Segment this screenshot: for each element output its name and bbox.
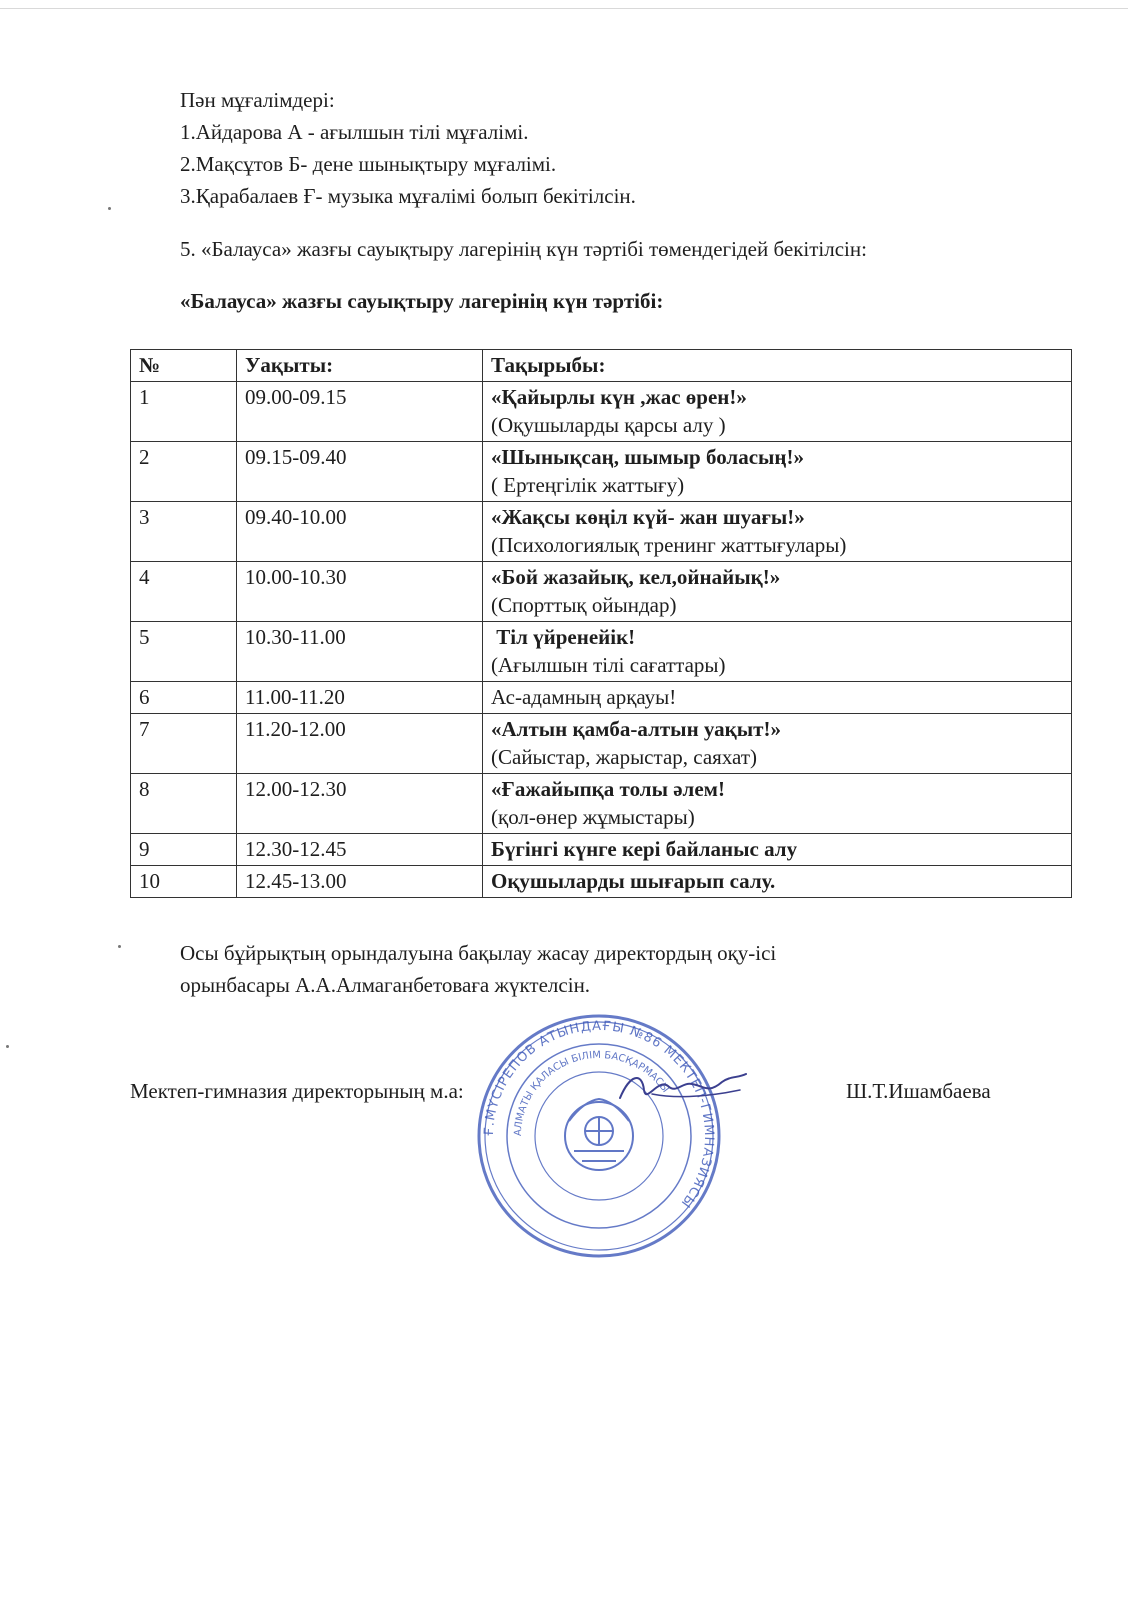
teachers-heading: Пән мұғалімдері: <box>180 88 335 112</box>
row-note: (Спорттық ойындар) <box>491 593 677 617</box>
table-row <box>131 442 1072 502</box>
row-num: 7 <box>131 714 237 774</box>
table-row <box>131 834 1072 866</box>
row-topic: «Бой жазайық, кел,ойнайық!» <box>491 565 781 589</box>
row-time: 10.30-11.00 <box>237 622 483 682</box>
scan-speck <box>108 207 111 210</box>
row-note: (қол-өнер жұмыстары) <box>491 805 695 829</box>
row-topic-cell <box>483 622 1072 682</box>
row-time: 12.00-12.30 <box>237 774 483 834</box>
scan-speck <box>118 945 121 948</box>
table-row <box>131 682 1072 714</box>
stamp-outer-text: Ғ.МҮСІРЕПОВ АТЫНДАҒЫ №86 МЕКТЕП-ГИМНАЗИЯСЫ <box>481 1018 717 1211</box>
row-topic: «Жақсы көңіл күй- жан шуағы!» <box>491 505 805 529</box>
control-line: Осы бұйрықтың орындалуына бақылау жасау директордың оқу-ісі <box>180 941 777 965</box>
row-topic: «Қайырлы күн ,жас өрен!» <box>491 385 747 409</box>
table-row <box>131 502 1072 562</box>
row-topic: Бүгінгі күнге кері байланыс алу <box>491 837 798 861</box>
row-num: 6 <box>131 682 237 714</box>
row-topic: Ас-адамның арқауы! <box>491 685 677 709</box>
schedule-table <box>130 349 1072 898</box>
row-note: (Сайыстар, жарыстар, саяхат) <box>491 745 757 769</box>
scan-speck <box>6 1045 9 1048</box>
row-topic: «Ғажайыпқа толы әлем! <box>491 777 725 801</box>
row-topic: «Алтын қамба-алтын уақыт!» <box>491 717 781 741</box>
row-time: 11.20-12.00 <box>237 714 483 774</box>
row-time: 10.00-10.30 <box>237 562 483 622</box>
row-topic: «Шынықсаң, шымыр боласың!» <box>491 445 805 469</box>
teacher-item: 2.Мақсұтов Б- дене шынықтыру мұғалімі. <box>180 152 557 176</box>
row-note: ( Ертеңгілік жаттығу) <box>491 473 685 497</box>
row-topic-cell <box>483 382 1072 442</box>
scan-edge-line <box>0 8 1128 9</box>
row-num: 4 <box>131 562 237 622</box>
row-time: 09.15-09.40 <box>237 442 483 502</box>
control-paragraph <box>180 937 776 1001</box>
row-topic-cell <box>483 774 1072 834</box>
row-topic: Оқушыларды шығарып салу. <box>491 869 776 893</box>
row-topic-cell <box>483 502 1072 562</box>
row-topic-cell <box>483 682 1072 714</box>
row-num: 8 <box>131 774 237 834</box>
row-note: (Ағылшын тілі сағаттары) <box>491 653 726 677</box>
row-time: 12.45-13.00 <box>237 866 483 898</box>
row-time: 09.40-10.00 <box>237 502 483 562</box>
table-row <box>131 866 1072 898</box>
row-num: 1 <box>131 382 237 442</box>
row-topic-cell <box>483 562 1072 622</box>
row-num: 10 <box>131 866 237 898</box>
table-row <box>131 382 1072 442</box>
table-row <box>131 714 1072 774</box>
row-num: 2 <box>131 442 237 502</box>
handwritten-signature <box>612 1064 752 1114</box>
table-row <box>131 562 1072 622</box>
row-topic-cell <box>483 866 1072 898</box>
row-num: 3 <box>131 502 237 562</box>
control-line: орынбасары А.А.Алмаганбетоваға жүктелсін. <box>180 973 591 997</box>
row-topic-cell <box>483 834 1072 866</box>
teacher-item: 3.Қарабалаев Ғ- музыка мұғалімі болып бекітілсін. <box>180 184 636 208</box>
director-role: Мектеп-гимназия директорының м.а: <box>130 1079 464 1103</box>
schedule-title: «Балауса» жазғы сауықтыру лагерінің күн тәртібі: <box>180 289 664 313</box>
order-item-5: 5. «Балауса» жазғы сауықтыру лагерінің күн тәртібі төмендегідей бекітілсін: <box>180 237 867 261</box>
table-row <box>131 774 1072 834</box>
row-note: (Психологиялық тренинг жаттығулары) <box>491 533 847 557</box>
header-time: Уақыты: <box>237 350 483 382</box>
teacher-item: 1.Айдарова А - ағылшын тілі мұғалімі. <box>180 120 529 144</box>
official-stamp <box>474 1011 724 1261</box>
row-time: 12.30-12.45 <box>237 834 483 866</box>
teachers-section <box>180 84 636 212</box>
row-topic-cell <box>483 714 1072 774</box>
table-row <box>131 622 1072 682</box>
row-num: 9 <box>131 834 237 866</box>
row-topic-cell <box>483 442 1072 502</box>
row-num: 5 <box>131 622 237 682</box>
row-note: (Оқушыларды қарсы алу ) <box>491 413 726 437</box>
header-num: № <box>131 350 237 382</box>
director-name: Ш.Т.Ишамбаева <box>846 1079 991 1103</box>
stamp-inner-text: АЛМАТЫ ҚАЛАСЫ БІЛІМ БАСҚАРМАСЫ <box>512 1049 671 1137</box>
table-header-row <box>131 350 1072 382</box>
header-topic: Тақырыбы: <box>483 350 1072 382</box>
row-time: 11.00-11.20 <box>237 682 483 714</box>
row-time: 09.00-09.15 <box>237 382 483 442</box>
row-topic: Тіл үйренейік! <box>491 625 636 649</box>
